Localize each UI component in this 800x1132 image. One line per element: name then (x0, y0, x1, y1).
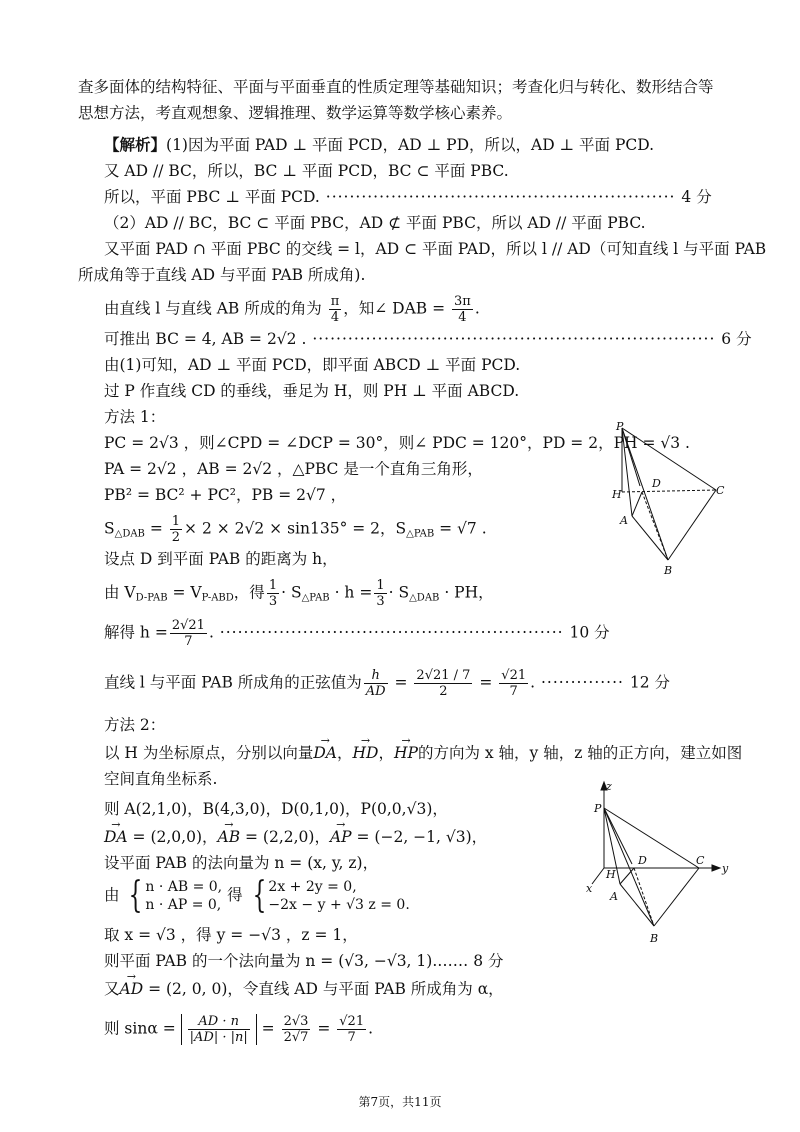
v-sub-pabd: P-ABD (201, 592, 234, 604)
frac-den: 2√7 (283, 1030, 309, 1045)
edge-ad (620, 868, 634, 884)
edge-db-dashed (642, 492, 668, 560)
part2-l4b: ，知∠ DAB = (343, 299, 446, 318)
frac-num: √21 (339, 1014, 365, 1029)
sys1-row2: n · AP = 0, (145, 897, 222, 913)
method1-line-1: PC = 2√3 ，则∠CPD = ∠DCP = 30°，则∠ PDC = 120°，PD = 2，PH = √3 . (104, 434, 690, 452)
solution-tag: 【解析】 (104, 135, 167, 154)
frac-cos (188, 1014, 250, 1045)
score-8: …… 8 分 (437, 952, 504, 970)
m2-l1a: 以 H 为坐标原点，分别以向量 (104, 744, 314, 762)
frac-den: 7 (347, 1030, 356, 1045)
frac-num: 1 (376, 578, 385, 593)
m2-l9b: = (2, 0, 0)，令直线 AD 与平面 PAB 所成角为 α， (143, 980, 504, 998)
frac-den: 7 (184, 634, 193, 649)
intro-line-1: 查多面体的结构特征、平面与平面垂直的性质定理等基础知识；考查化归与转化、数形结合等 (78, 78, 714, 96)
s-sub-dab: △DAB (114, 528, 145, 540)
label-c: C (696, 854, 705, 867)
method1-line-3: PB² = BC² + PC²，PB = 2√7 ， (104, 486, 347, 504)
frac-den: 3 (376, 594, 385, 609)
edge-pd (622, 428, 640, 486)
part2-line-7: 过 P 作直线 CD 的垂线，垂足为 H，则 PH ⊥ 平面 ABCD. (104, 382, 520, 400)
label-y: y (722, 862, 729, 875)
frac-den: |AD| · |n| (189, 1030, 248, 1045)
m2-l6a: 由 (104, 886, 120, 904)
frac-h-value (170, 618, 207, 649)
sys2-row2: −2x − y + √3 z = 0. (268, 897, 410, 913)
edge-ab (632, 516, 668, 560)
vector-da: → DA (313, 742, 337, 764)
label-z: z (606, 780, 612, 793)
vector-ab: → AB (218, 826, 241, 848)
frac-2r3-2r7 (282, 1014, 311, 1045)
frac-r21-7 (337, 1014, 366, 1045)
method1-line-7: 解得 h = $\frac{2√21}{7}$ . ·························································· 10 分 (104, 618, 610, 649)
part2-line-5: 可推出 BC = 4, AB = 2√2 . ···································································· 6 分 (104, 330, 752, 348)
m1-l7b: . (208, 623, 214, 642)
edge-hc-dashed (622, 490, 716, 492)
m2-l4a: = (2,0,0)， (127, 828, 218, 846)
eq: = (389, 673, 413, 692)
part2-line-2: 又平面 PAD ∩ 平面 PBC 的交线 = l，AD ⊂ 平面 PAD，所以 l // AD（可知直线 l 与平面 PAB (104, 240, 767, 258)
frac-num: π (330, 294, 340, 309)
m1-l4-end: = √7 . (434, 519, 487, 538)
figure-1-pyramid (606, 418, 730, 578)
frac-third-2 (374, 578, 386, 609)
frac-den: AD (365, 684, 386, 699)
frac-num: 3π (454, 294, 471, 309)
label-b: B (650, 932, 659, 945)
v-sub-dpab: D-PAB (135, 592, 168, 604)
axis-y-arrow (712, 865, 720, 871)
left-brace-2: { (252, 875, 266, 916)
part2-line-6: 由(1)可知，AD ⊥ 平面 PCD，即平面 ABCD ⊥ 平面 PCD. (104, 356, 521, 374)
frac-num: 2√3 (283, 1014, 309, 1029)
sys2-row1: 2x + 2y = 0, (268, 879, 357, 895)
frac-half (170, 514, 182, 545)
s-sub-pab: △PAB (406, 528, 435, 540)
m1-l6g: · PH， (439, 583, 494, 602)
s-sub-pab-2: △PAB (301, 592, 330, 604)
edge-pc (604, 808, 699, 868)
frac-num: √21 (501, 668, 527, 683)
part1-line-1 (104, 134, 654, 156)
method2-line-2: 空间直角坐标系. (104, 770, 218, 788)
sys1-row1: n · AB = 0, (145, 879, 223, 895)
eq: = (256, 1019, 280, 1038)
m1-l8a: 直线 l 与平面 PAB 所成角的正弦值为 (104, 673, 362, 692)
label-b: B (664, 564, 673, 577)
method2-line-8 (104, 950, 503, 972)
label-p: P (594, 802, 602, 815)
method2-line-5: 设平面 PAB 的法向量为 n = (x, y, z)， (104, 854, 379, 872)
system-1 (145, 878, 222, 914)
page-footer: 第7页，共11页 (358, 1095, 442, 1109)
frac-num: AD · n (188, 1014, 250, 1030)
method1-line-5: 设点 D 到平面 PAB 的距离为 h， (104, 550, 338, 568)
intro-line-2: 思想方法，考直观想象、逻辑推理、数学运算等数学核心素养。 (78, 104, 513, 122)
frac-den: 2 (439, 684, 448, 699)
system-2 (268, 878, 409, 914)
vector-ad: → AD (120, 978, 144, 1000)
method2-line-7: 取 x = √3 ，得 y = −√3 ，z = 1， (104, 926, 358, 944)
m1-l8b: . (530, 673, 536, 692)
method1-line-6 (104, 578, 494, 610)
part2-l4a: 由直线 l 与直线 AB 所成的角为 (104, 299, 322, 318)
frac-den: 7 (509, 684, 518, 699)
frac-num: 2√21 / 7 (416, 668, 471, 683)
frac-pi-over-4 (329, 294, 342, 325)
score-4: 4 分 (681, 188, 712, 206)
frac-h-over-ad (364, 668, 388, 699)
edge-ad (632, 492, 642, 516)
frac-result (499, 668, 528, 699)
m2-l1b: 的方向为 x 轴，y 轴，z 轴的正方向，建立如图 (417, 744, 743, 762)
frac-den: 2 (171, 530, 181, 545)
axis-x (592, 868, 604, 884)
part2-line-4 (104, 294, 480, 325)
frac-compound (414, 668, 472, 699)
edge-db-dashed (634, 868, 654, 926)
label-h: H (612, 488, 622, 501)
m1-l6e: · h = (329, 583, 373, 602)
method1-line-2: PA = 2√2 ，AB = 2√2 ，△PBC 是一个直角三角形， (104, 460, 483, 478)
label-p: P (616, 420, 624, 433)
label-a: A (620, 514, 628, 527)
label-x: x (586, 882, 593, 895)
frac-den: 3 (268, 594, 278, 609)
m1-l7a: 解得 h = (104, 623, 168, 642)
m1-l6c: ，得 (233, 583, 265, 602)
label-c: C (716, 484, 725, 497)
method2-line-4 (104, 826, 487, 848)
edge-cb (654, 868, 699, 926)
s-sub-dab-2: △DAB (409, 592, 440, 604)
m2-l6b: 得 (227, 886, 243, 904)
vector-da-2: → DA (104, 826, 128, 848)
score-12: 12 分 (629, 673, 671, 692)
method2-line-6 (104, 875, 410, 916)
m1-l6d: · S (281, 583, 302, 602)
frac-den: 4 (330, 310, 340, 325)
method2-title: 方法 2： (104, 716, 166, 734)
label-d: D (652, 477, 661, 490)
m1-l6f: · S (388, 583, 410, 602)
m2-l10a: 则 sinα = (104, 1019, 176, 1038)
method1-title: 方法 1： (104, 408, 166, 426)
part2-text-5: 可推出 BC = 4, AB = 2√2 . (104, 330, 307, 348)
vector-hp: → HP (394, 742, 418, 764)
edge-ab (620, 884, 654, 926)
frac-3pi-over-4 (452, 294, 473, 325)
eq: = (474, 673, 498, 692)
edge-pb (604, 808, 654, 926)
s-symbol: S (104, 519, 115, 538)
method2-line-9 (104, 978, 504, 1000)
score-6: 6 分 (721, 330, 752, 348)
m1-l6a: 由 V (104, 583, 136, 602)
vector-ap: → AP (330, 826, 352, 848)
abs-value (181, 1014, 257, 1045)
method2-line-10 (104, 1014, 373, 1045)
part2-l4c: . (474, 299, 480, 318)
m2-l4c: = (−2, −1, √3)， (351, 828, 488, 846)
part1-text-3: 所以，平面 PBC ⊥ 平面 PCD. (104, 188, 320, 206)
m2-l8: 则平面 PAB 的一个法向量为 n = (√3, −√3, 1). (104, 952, 438, 970)
m2-l10b: . (368, 1019, 374, 1038)
frac-num: 1 (268, 578, 278, 593)
m2-l9a: 又 (104, 980, 120, 998)
vector-hd: → HD (353, 742, 379, 764)
part2-line-1: （2）AD // BC，BC ⊂ 平面 PBC，AD ⊄ 平面 PBC，所以 AD // 平面 PBC. (104, 214, 646, 232)
frac-num: 2√21 (171, 618, 205, 633)
frac-den: 4 (458, 310, 467, 325)
edge-cb (668, 490, 716, 560)
m1-l6b: = V (167, 583, 202, 602)
label-a: A (610, 890, 618, 903)
frac-third-1 (267, 578, 279, 609)
frac-num: 1 (171, 514, 181, 529)
left-brace-1: { (129, 875, 143, 916)
label-d: D (638, 854, 647, 867)
part2-line-3: 所成角等于直线 AD 与平面 PAB 所成角). (78, 266, 366, 284)
part1-text-1: (1)因为平面 PAD ⊥ 平面 PCD，AD ⊥ PD，所以，AD ⊥ 平面 PCD. (166, 136, 655, 154)
edge-pb (622, 428, 668, 560)
method1-line-4 (104, 514, 487, 546)
m1-l4-rest: × 2 × 2√2 × sin135° = 2，S (184, 519, 407, 538)
m2-l4b: = (2,2,0)， (240, 828, 330, 846)
label-h: H (606, 868, 616, 881)
part1-line-2: 又 AD // BC，所以，BC ⊥ 平面 PCD，BC ⊂ 平面 PBC. (104, 162, 509, 180)
part1-line-3: 所以，平面 PBC ⊥ 平面 PCD. ··························································· 4 分 (104, 188, 712, 206)
method1-line-8: 直线 l 与平面 PAB 所成角的正弦值为 $\frac{h}{AD}$ = $\frac{2√21 / 7}{2}$ = $\frac{√21}{7}$ . ·············· 12 分 (104, 668, 671, 699)
method2-line-1: 以 H 为坐标原点，分别以向量→ DA，→ HD，→ HP的方向为 x 轴，y 轴，z 轴的正方向，建立如图 (104, 742, 742, 764)
edge-pc (622, 428, 716, 490)
score-10: 10 分 (569, 623, 610, 642)
eq: = (312, 1019, 336, 1038)
frac-num: h (364, 668, 388, 684)
eq: = (144, 519, 168, 538)
figure-2-coordinates (584, 778, 734, 950)
method2-line-3: 则 A(2,1,0)，B(4,3,0)，D(0,1,0)，P(0,0,√3)， (104, 800, 448, 818)
